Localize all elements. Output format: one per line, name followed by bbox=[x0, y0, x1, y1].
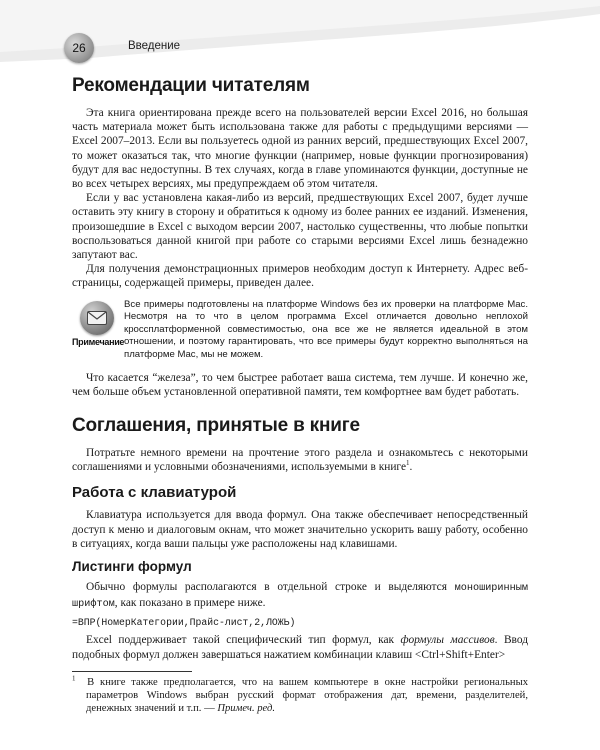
section-title-recommendations: Рекомендации читателям bbox=[72, 75, 310, 96]
page-content bbox=[72, 70, 528, 715]
section-title-conventions: Соглашения, принятые в книге bbox=[72, 415, 360, 437]
running-head: Введение bbox=[128, 40, 181, 52]
paragraph: Потратьте немного времени на прочтение этого раздела и ознакомьтесь с некоторыми соглашениями и условными обозначениями, используемыми в книге$^1$. bbox=[72, 447, 528, 474]
formula-listing: =ВПР(НомерКатегории,Прайс-лист,2,ЛОЖЬ) bbox=[72, 617, 296, 629]
header-swoosh-decoration bbox=[0, 0, 600, 70]
page-number: 26 bbox=[72, 41, 86, 55]
note-box bbox=[72, 299, 528, 362]
footnote-divider bbox=[72, 671, 192, 672]
note-icon-column bbox=[72, 299, 124, 362]
monospace-sample: моноширинным шрифтом bbox=[72, 583, 528, 611]
footnote-number: 1 bbox=[72, 674, 76, 683]
note-text: Все примеры подготовлены на платформе Windows без их проверки на платформе Mac. Несмотря на то что в целом программа Excel отличается довольно неплохой кроссплатформенной совместимостью, она все же не является идеальной в этом отношении, и поэтому гарантировать, что все примеры будут корректно выполняться на платформе Mac, мы не можем. bbox=[124, 298, 528, 361]
paragraph: Для получения демонстрационных примеров необходим доступ к Интернету. Адрес веб-страницы, содержащей примеры, приведен далее. bbox=[72, 263, 528, 290]
footnote-ref: 1 bbox=[406, 459, 410, 468]
paragraph: Excel поддерживает такой специфический тип формул, как формулы массивов. Ввод подобных формул должен завершаться нажатием комбинации клавиш <Ctrl+Shift+Enter> bbox=[72, 634, 529, 661]
paragraph: Что касается “железа”, то чем быстрее работает ваша система, тем лучше. И конечно же, чем больше объем установленной оперативной памяти, тем комфортнее вам будет работать. bbox=[72, 371, 528, 398]
paragraph: Если у вас установлена какая-либо из версий, предшествующих Excel 2007, будет лучше оставить эту книгу в сторону и обратиться к одному из более ранних ее изданий. Изменения, произошедшие в Excel с выходом версии 2007, настолько существенны, что любые попытки воспользоваться данной книгой при работе со старыми версиями Excel лишь безнадежно запутают вас. bbox=[72, 192, 528, 262]
subsection-title-keyboard: Работа с клавиатурой bbox=[72, 484, 237, 502]
envelope-icon bbox=[80, 301, 114, 335]
subsection-title-formula-listings: Листинги формул bbox=[72, 559, 192, 575]
paragraph: Обычно формулы располагаются в отдельной строке и выделяются моноширинным шрифтом, как показано в примере ниже. bbox=[72, 581, 528, 611]
page-number-badge bbox=[64, 33, 94, 63]
footnote: $^1$ В книге также предполагается, что на вашем компьютере в окне настройки региональных параметров Windows выбран русский формат отображения дат, времени, разделителей, денежных значений и т.п. — Примеч. ред. bbox=[72, 674, 528, 715]
paragraph: Клавиатура используется для ввода формул. Она также обеспечивает непосредственный доступ к меню и диалоговым окнам, что может значительно ускорить вашу работу, особенно в ситуациях, когда ваши пальцы уже расположены над клавишами. bbox=[72, 509, 528, 550]
note-label: Примечание bbox=[72, 336, 125, 347]
paragraph: Эта книга ориентирована прежде всего на пользователей версии Excel 2016, но большая часть материала может быть использована также для работы с предыдущими версиями — Excel 2007–2013. Если вы пользуетесь одной из ранних версий, предшествующих Excel 2007, то может оказаться так, что многие функции (например, новые функции прогнозирования) будут для вас недоступны. В тех случаях, когда в главе упоминаются функции, доступные не во всех четырех версиях, мы предупреждаем об этом читателя. bbox=[72, 107, 528, 191]
